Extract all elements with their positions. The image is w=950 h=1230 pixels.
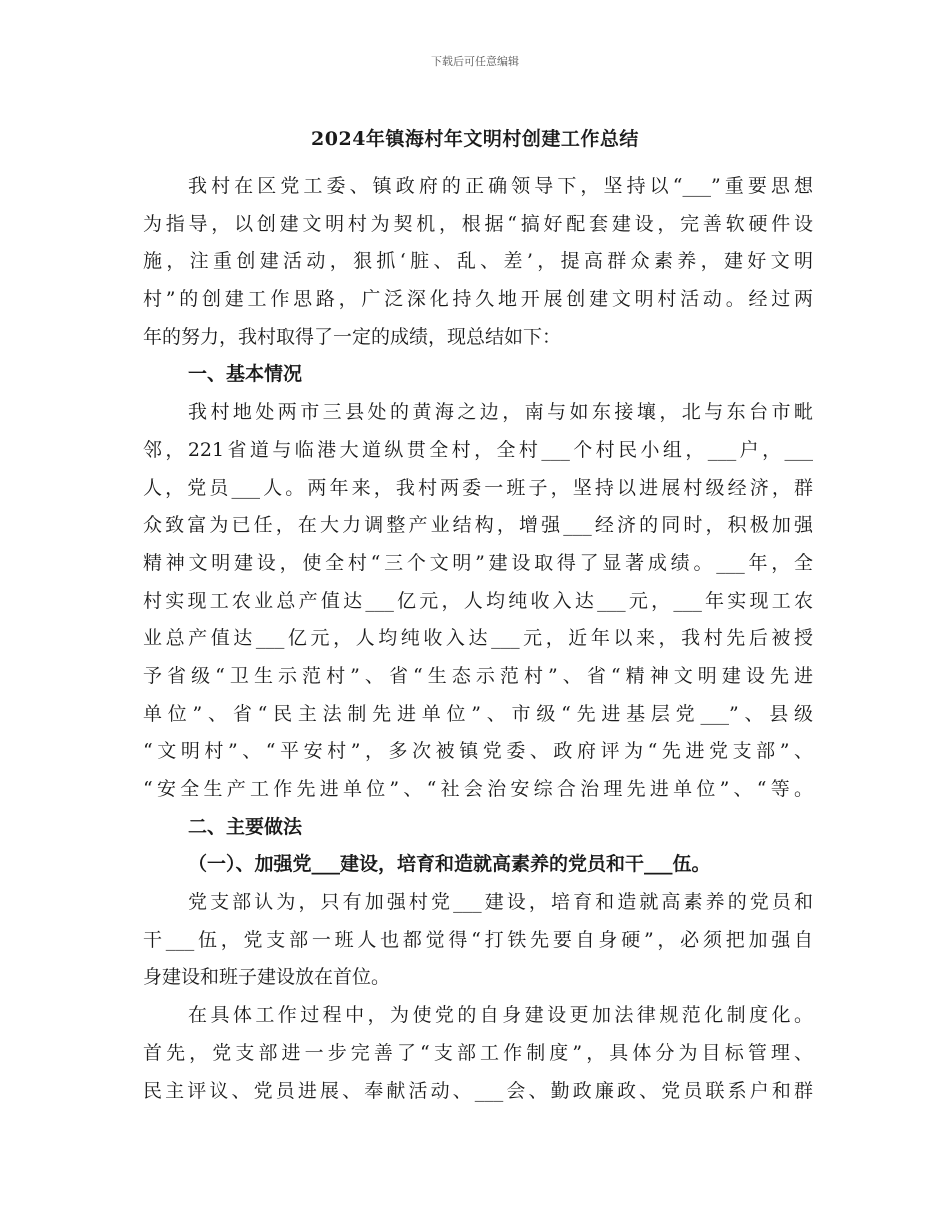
- text-line: 为指导，以创建文明村为契机，根据“搞好配套建设，完善软硬件设: [143, 212, 813, 235]
- text-line: 在具体工作过程中，为使党的自身建设更加法律规范化制度化。: [188, 1004, 813, 1027]
- text-line: 干___伍，党支部一班人也都觉得“打铁先要自身硬”，必须把加强自: [143, 928, 813, 951]
- text-line: 人，党员___人。两年来，我村两委一班子，坚持以进展村级经济，群: [143, 476, 813, 499]
- header-note: 下载后可任意编辑: [431, 55, 519, 68]
- text-line: 年的努力，我村取得了一定的成绩，现总结如下：: [143, 325, 562, 348]
- document-title: 2024年镇海村年文明村创建工作总结: [311, 128, 639, 150]
- text-line: “安全生产工作先进单位”、“社会治安综合治理先进单位”、“等。: [143, 778, 813, 800]
- text-line: “文明村”、“平安村”，多次被镇党委、政府评为“先进党支部”、: [143, 740, 813, 763]
- text-line: 我村地处两市三县处的黄海之边，南与如东接壤，北与东台市毗: [188, 401, 813, 424]
- text-line: 村实现工农业总产值达___亿元，人均纯收入达___元，___年实现工农: [143, 589, 813, 612]
- text-line: 邻，221省道与临港大道纵贯全村，全村___个村民小组，___户，___: [143, 438, 813, 461]
- text-line: 业总产值达___亿元，人均纯收入达___元，近年以来，我村先后被授: [143, 627, 813, 650]
- text-line: 施，注重创建活动，狠抓‘脏、乱、差’，提高群众素养，建好文明: [143, 250, 813, 273]
- section-heading: 一、基本情况: [188, 363, 303, 386]
- text-line: 精神文明建设，使全村“三个文明”建设取得了显著成绩。___年，全: [143, 551, 813, 574]
- text-line: 民主评议、党员进展、奉献活动、___会、勤政廉政、党员联系户和群: [143, 1079, 813, 1102]
- text-line: 众致富为已任，在大力调整产业结构，增强___经济的同时，积极加强: [143, 514, 813, 537]
- section-heading: 二、主要做法: [188, 815, 303, 838]
- document-body: [143, 168, 813, 1110]
- text-line: 党支部认为，只有加强村党___建设，培育和造就高素养的党员和: [188, 891, 813, 914]
- text-line: 村”的创建工作思路，广泛深化持久地开展创建文明村活动。经过两: [143, 288, 813, 311]
- section-heading: （一）、加强党___建设，培育和造就高素养的党员和干___伍。: [188, 853, 711, 876]
- text-line: 单位”、省“民主法制先进单位”、市级“先进基层党___”、县级: [143, 702, 813, 725]
- text-line: 首先，党支部进一步完善了“支部工作制度”，具体分为目标管理、: [143, 1041, 813, 1064]
- text-line: 予省级“卫生示范村”、省“生态示范村”、省“精神文明建设先进: [143, 664, 813, 687]
- text-line: 身建设和班子建设放在首位。: [143, 966, 391, 989]
- text-line: 我村在区党工委、镇政府的正确领导下，坚持以“___”重要思想: [188, 175, 813, 197]
